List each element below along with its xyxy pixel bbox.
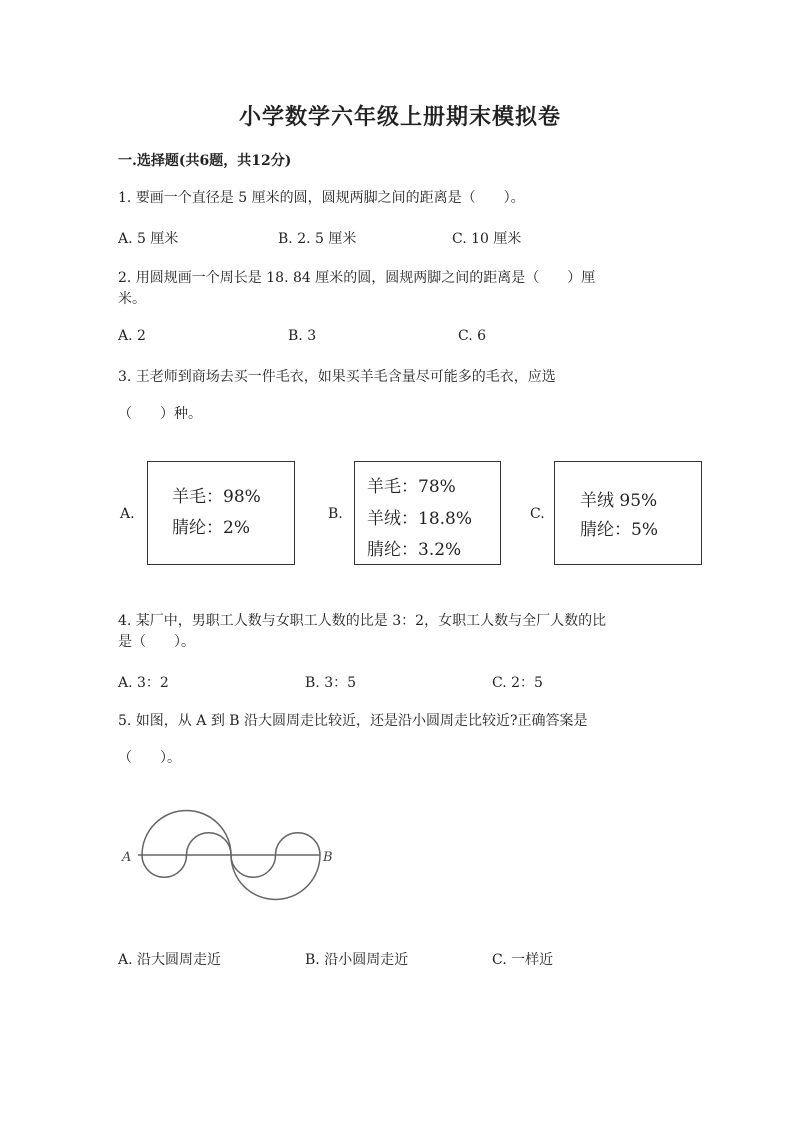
question-4-option-c[interactable]: C. 2：5 xyxy=(492,675,543,691)
box-c-line-1: 羊绒 95% xyxy=(580,491,658,511)
question-3-option-c[interactable]: C. xyxy=(530,506,545,522)
box-a-line-2: 腈纶：2% xyxy=(172,518,250,538)
box-b-line-3: 腈纶：3.2% xyxy=(367,540,462,560)
point-a-label: A xyxy=(122,850,132,865)
question-3-text-cont: （ ）种。 xyxy=(118,406,202,422)
question-2-option-c[interactable]: C. 6 xyxy=(458,328,487,344)
question-1-option-a[interactable]: A. 5 厘米 xyxy=(118,231,179,247)
question-3-option-a[interactable]: A. xyxy=(120,506,135,522)
question-1-option-b[interactable]: B. 2. 5 厘米 xyxy=(278,231,357,247)
question-1-option-c[interactable]: C. 10 厘米 xyxy=(452,231,522,247)
question-4-option-b[interactable]: B. 3：5 xyxy=(305,675,357,691)
question-1-text: 1. 要画一个直径是 5 厘米的圆，圆规两脚之间的距离是（ ）。 xyxy=(118,190,525,206)
question-3-box-a[interactable] xyxy=(147,461,295,565)
question-2-text: 2. 用圆规画一个周长是 18. 84 厘米的圆，圆规两脚之间的距离是（ ）厘 xyxy=(118,270,596,286)
question-5-text-cont: （ ）。 xyxy=(118,750,181,766)
question-2-option-a[interactable]: A. 2 xyxy=(118,328,146,344)
box-b-line-1: 羊毛：78% xyxy=(367,477,456,497)
question-5-option-a[interactable]: A. 沿大圆周走近 xyxy=(118,952,222,968)
section-heading: 一.选择题(共6题，共12分) xyxy=(118,153,292,169)
question-3-option-b[interactable]: B. xyxy=(328,506,343,522)
question-5-option-c[interactable]: C. 一样近 xyxy=(492,952,554,968)
box-c-line-2: 腈纶：5% xyxy=(580,520,658,540)
question-3-box-b[interactable] xyxy=(354,461,501,565)
point-b-label: B xyxy=(323,850,333,865)
question-4-option-a[interactable]: A. 3：2 xyxy=(118,675,169,691)
circles-figure xyxy=(118,795,348,905)
question-4-text: 4. 某厂中，男职工人数与女职工人数的比是 3：2，女职工人数与全厂人数的比 xyxy=(118,613,607,629)
question-3-box-c[interactable] xyxy=(554,461,702,565)
box-b-line-2: 羊绒：18.8% xyxy=(367,509,473,529)
question-2-text-cont: 米。 xyxy=(118,291,146,307)
question-3-text: 3. 王老师到商场去买一件毛衣，如果买羊毛含量尽可能多的毛衣，应选 xyxy=(118,369,556,385)
question-4-text-cont: 是（ ）。 xyxy=(118,634,195,650)
question-2-option-b[interactable]: B. 3 xyxy=(288,328,317,344)
box-a-line-1: 羊毛：98% xyxy=(172,487,261,507)
question-5-option-b[interactable]: B. 沿小圆周走近 xyxy=(305,952,409,968)
page-title: 小学数学六年级上册期末模拟卷 xyxy=(238,104,561,130)
question-5-text: 5. 如图，从 A 到 B 沿大圆周走比较近，还是沿小圆周走比较近?正确答案是 xyxy=(118,713,588,729)
